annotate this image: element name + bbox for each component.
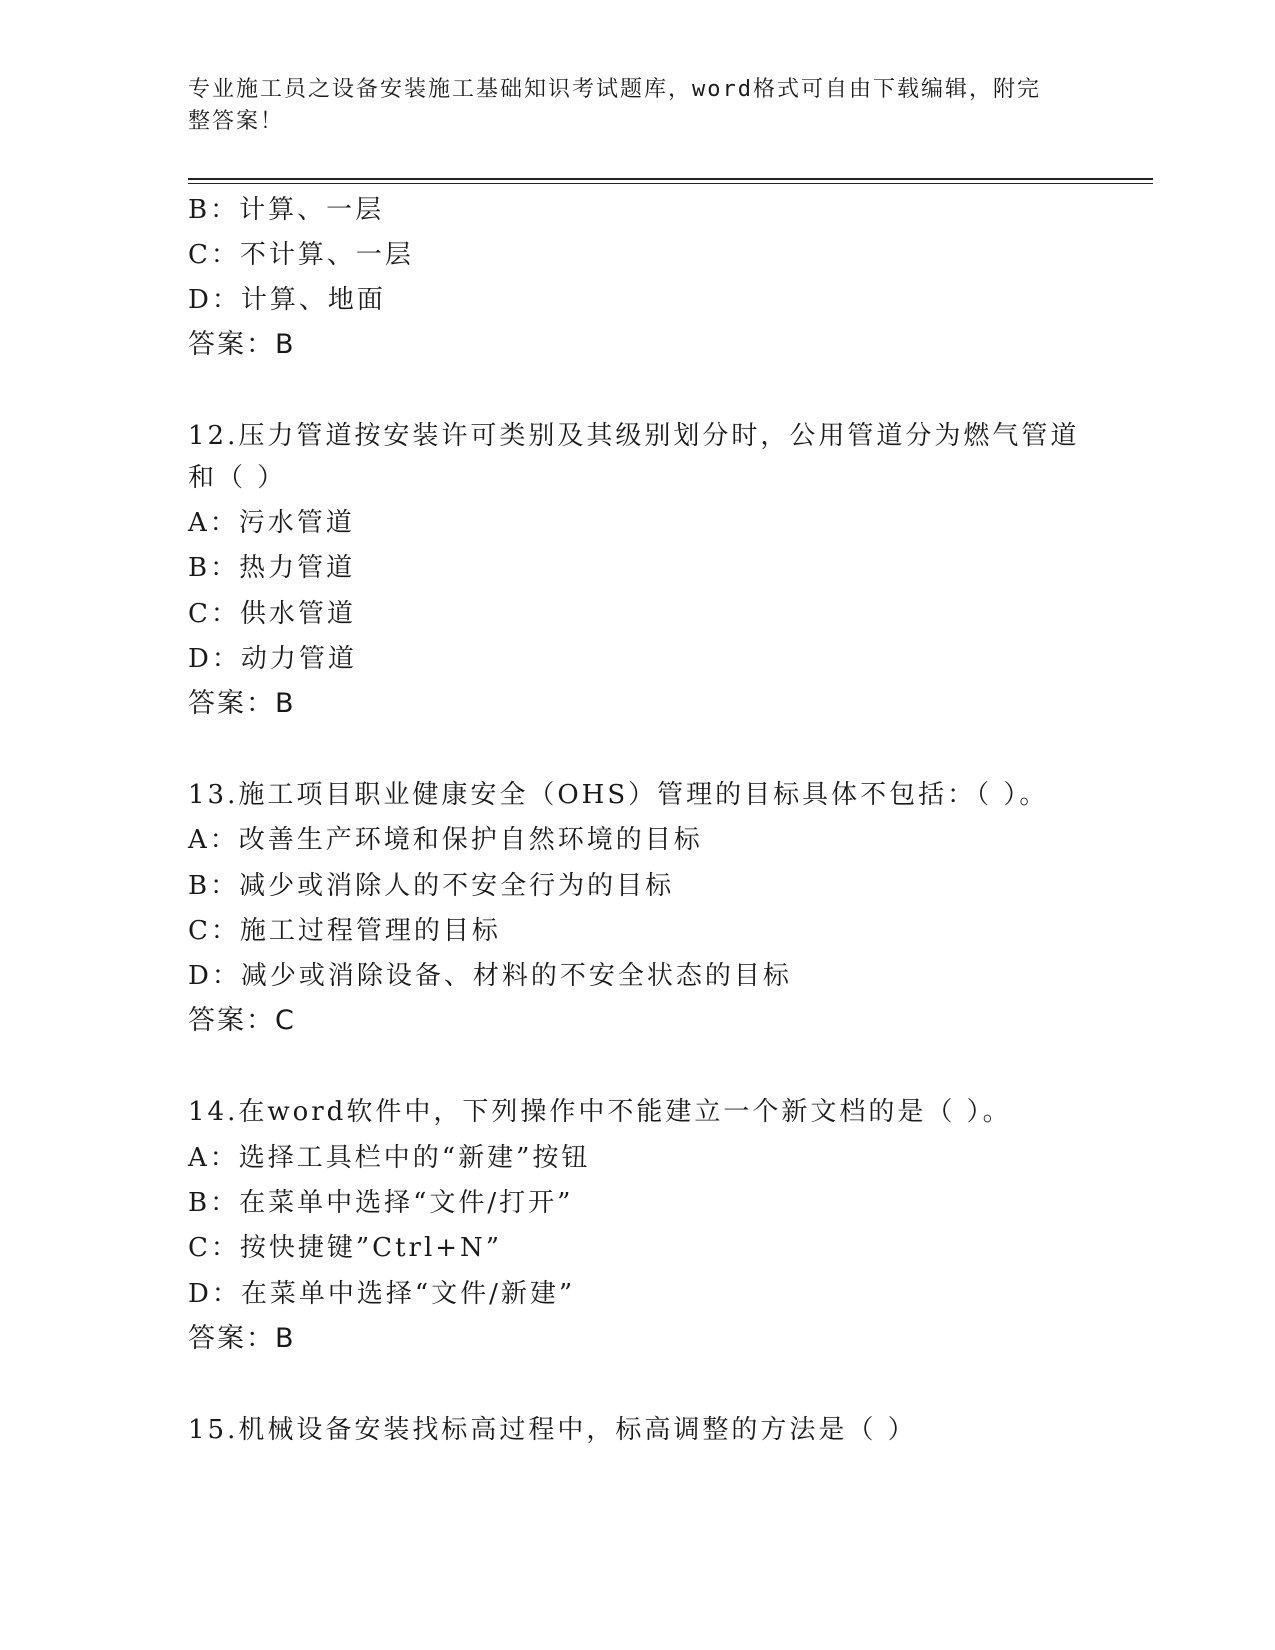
q11-option-b: B：计算、一层 <box>188 195 385 225</box>
q13-answer: 答案：C <box>188 1005 296 1036</box>
q11-option-c: C：不计算、一层 <box>188 240 414 270</box>
q12-option-c: C：供水管道 <box>188 599 356 629</box>
header-divider-thick <box>188 178 1153 180</box>
q12-option-b: B：热力管道 <box>188 553 356 583</box>
q14-option-a: A：选择工具栏中的“新建”按钮 <box>188 1143 591 1173</box>
header-line-2: 整答案！ <box>188 109 285 134</box>
q12-stem-line-2: 和（ ） <box>188 463 287 493</box>
header-divider-thin <box>188 183 1153 184</box>
q13-stem: 13.施工项目职业健康安全（OHS）管理的目标具体不包括：（ ）。 <box>188 780 1049 810</box>
q14-option-b: B：在菜单中选择“文件/打开” <box>188 1188 574 1218</box>
header-line-1: 专业施工员之设备安装施工基础知识考试题库，word格式可自由下载编辑，附完 <box>188 77 1041 102</box>
q15-stem: 15.机械设备安装找标高过程中，标高调整的方法是（ ） <box>188 1415 917 1445</box>
q12-option-d: D：动力管道 <box>188 644 357 674</box>
q14-answer: 答案：B <box>188 1323 296 1354</box>
q12-option-a: A：污水管道 <box>188 508 355 538</box>
q14-option-d: D：在菜单中选择“文件/新建” <box>188 1279 576 1309</box>
document-header <box>188 74 1068 138</box>
q12-answer: 答案：B <box>188 688 296 719</box>
q12-stem-line-1: 12.压力管道按安装许可类别及其级别划分时，公用管道分为燃气管道 <box>188 421 1080 451</box>
q13-option-b: B：减少或消除人的不安全行为的目标 <box>188 871 675 901</box>
q14-stem: 14.在word软件中，下列操作中不能建立一个新文档的是（ ）。 <box>188 1097 1012 1127</box>
q14-option-c: C：按快捷键”Ctrl+N” <box>188 1233 503 1263</box>
q11-answer: 答案：B <box>188 329 296 360</box>
q11-option-d: D：计算、地面 <box>188 285 386 315</box>
q13-option-a: A：改善生产环境和保护自然环境的目标 <box>188 825 703 855</box>
q13-option-d: D：减少或消除设备、材料的不安全状态的目标 <box>188 961 792 991</box>
q13-option-c: C：施工过程管理的目标 <box>188 916 501 946</box>
